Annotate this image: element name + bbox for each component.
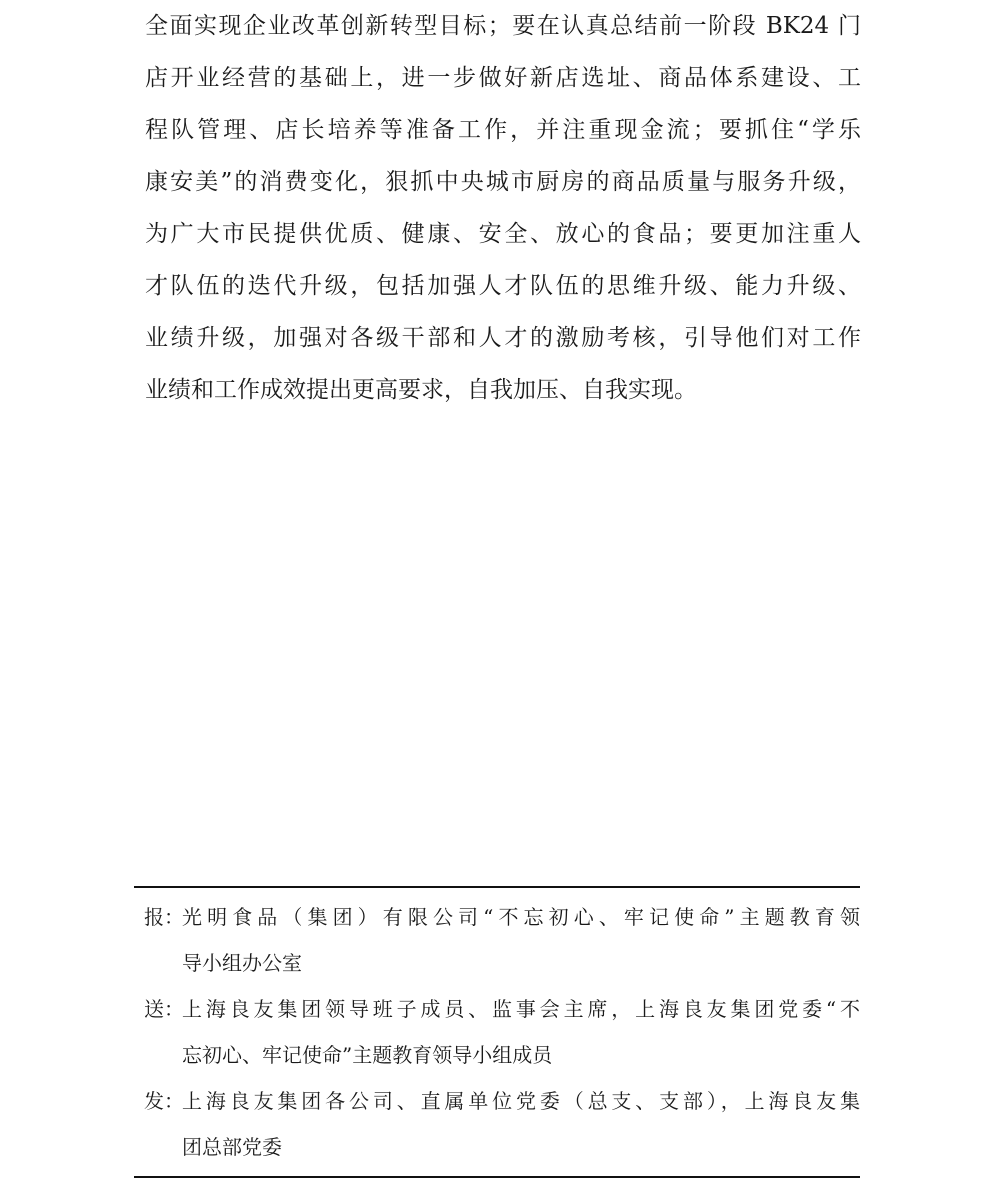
distribution-list — [134, 886, 860, 1178]
report-line: 导小组办公室 — [182, 951, 302, 975]
issue-to-block — [134, 1078, 860, 1170]
body-line: 才队伍的迭代升级，包括加强人才队伍的思维升级、能力升级、 — [145, 273, 861, 299]
issue-line: 上海良友集团各公司、直属单位党委（总支、支部），上海良友集 — [182, 1089, 860, 1113]
body-line: 业绩和工作成效提出更高要求，自我加压、自我实现。 — [145, 377, 697, 403]
send-to-block — [134, 986, 860, 1078]
body-line: 程队管理、店长培养等准备工作，并注重现金流；要抓住“学乐 — [145, 117, 861, 143]
send-label: 送： — [144, 997, 184, 1021]
report-line: 光明食品（集团）有限公司“不忘初心、牢记使命”主题教育领 — [182, 905, 860, 929]
send-line: 忘初心、牢记使命”主题教育领导小组成员 — [182, 1043, 553, 1067]
body-line: 为广大市民提供优质、健康、安全、放心的食品；要更加注重人 — [145, 221, 861, 247]
report-label: 报： — [144, 905, 184, 929]
issue-label: 发： — [144, 1089, 184, 1113]
send-line: 上海良友集团领导班子成员、监事会主席，上海良友集团党委“不 — [182, 997, 860, 1021]
issue-line: 团总部党委 — [182, 1135, 282, 1159]
body-line: 业绩升级，加强对各级干部和人才的激励考核，引导他们对工作 — [145, 325, 861, 351]
body-line: 店开业经营的基础上，进一步做好新店选址、商品体系建设、工 — [145, 65, 861, 91]
body-paragraph — [145, 0, 861, 416]
body-line: 全面实现企业改革创新转型目标；要在认真总结前一阶段 BK24 门 — [145, 13, 861, 39]
body-line: 康安美”的消费变化，狠抓中央城市厨房的商品质量与服务升级， — [145, 169, 861, 195]
report-to-block — [134, 894, 860, 986]
